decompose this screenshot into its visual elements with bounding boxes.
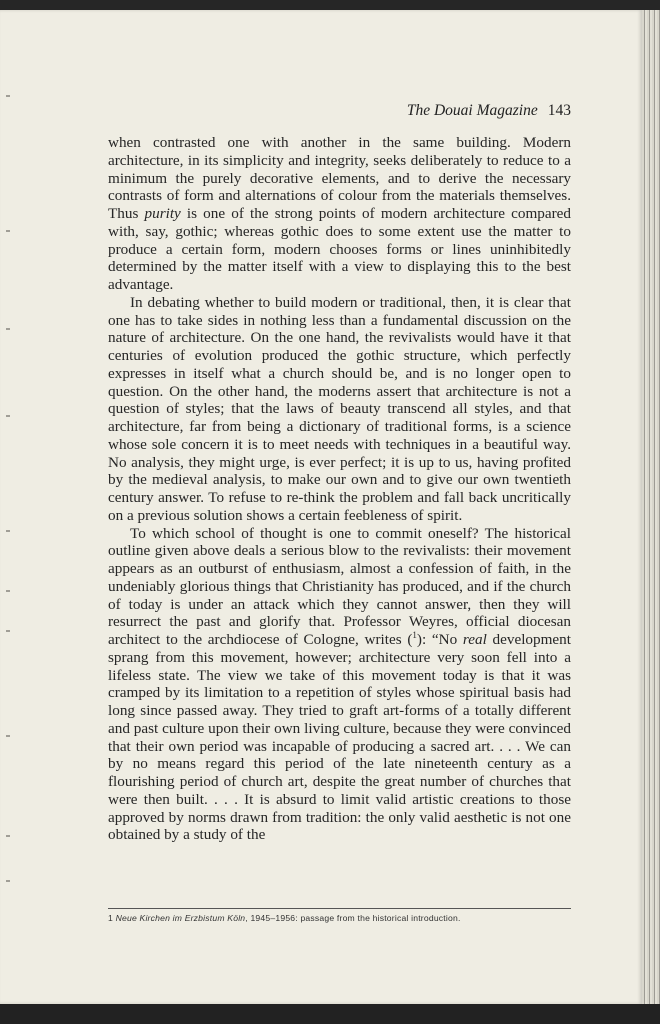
footnote	[108, 913, 571, 929]
journal-title: The Douai Magazine	[406, 102, 538, 119]
footnote-divider	[108, 908, 571, 909]
emphasis-purity: purity	[144, 205, 181, 222]
footnote-marker: 1	[108, 913, 113, 923]
scan-bottom-edge	[0, 1004, 660, 1024]
paragraph-3: To which school of thought is one to commit oneself? The historical outline given above deals a serious blow to the revivalists: their movement appears as an outburst of enthusiasm, almost a confession of faith, in the undeniably glorious things that Christianity has produced, and if the church of today is under an attack which they cannot answer, then they will resurrect the past and glorify that. Professor Weyres, official diocesan architect to the archdiocese of Cologne, writes ($^1$): “No real development sprang from this movement, however; architecture very soon fell into a lifeless state. The view we take of this movement today is that it was cramped by its limitation to a repetition of styles whose spiritual basis had long since passed away. They tried to graft art-forms of a totally different and past culture upon their own living culture, because they were convinced that their own period was incapable of producing a sacred art. . . . We can by no means regard this period of the late nineteenth century as a flourishing period of church art, despite the great number of churches that were then built. . . . It is absurd to limit valid artistic creations to those approved by norms drawn from tradition: the only valid aesthetic is not one obtained by a study of the	[108, 524, 571, 844]
page-number: 143	[547, 102, 571, 119]
paragraph-2: In debating whether to build modern or traditional, then, it is clear that one has to take sides in nothing less than a fundamental discussion on the nature of architecture. On the one hand, the revivalists would have it that centuries of evolution produced the gothic structure, which perfectly expresses in itself what a church should be, and is no longer open to question. On the other hand, the moderns assert that architecture is not a question of styles; that the laws of beauty transcend all styles, and that architecture, far from being a dictionary of traditional forms, is a science whose sole concern it is to meet needs with techniques in a beautiful way. No analysis, they might urge, is ever perfect; it is up to us, having profited by the medieval analysis, to make our own and to give our own twentieth century answer. To refuse to re-think the problem and fall back uncritically on a previous solution shows a certain feebleness of spirit.	[108, 293, 571, 524]
footnote-source-title: Neue Kirchen im Erzbistum Köln	[115, 913, 246, 923]
running-header	[108, 102, 571, 124]
page-stack-edge	[642, 10, 660, 1004]
footnote-reference: 1	[412, 629, 417, 640]
footnote-text: , 1945–1956: passage from the historical introduction.	[245, 913, 461, 923]
body-text	[108, 134, 571, 904]
emphasis-real: real	[462, 631, 487, 648]
paragraph-1: when contrasted one with another in the same building. Modern architecture, in its simplicity and integrity, seeks deliberately to reduce to a minimum the purely decorative elements, and to derive the necessary contrasts of form and alternations of colour from the materials themselves. Thus purity is one of the strong points of modern architecture compared with, say, gothic; whereas gothic does to some extent use the matter to produce a certain form, modern chooses forms or lines uninhibitedly determined by the matter itself with a view to displaying this to the best advantage.	[108, 134, 572, 293]
